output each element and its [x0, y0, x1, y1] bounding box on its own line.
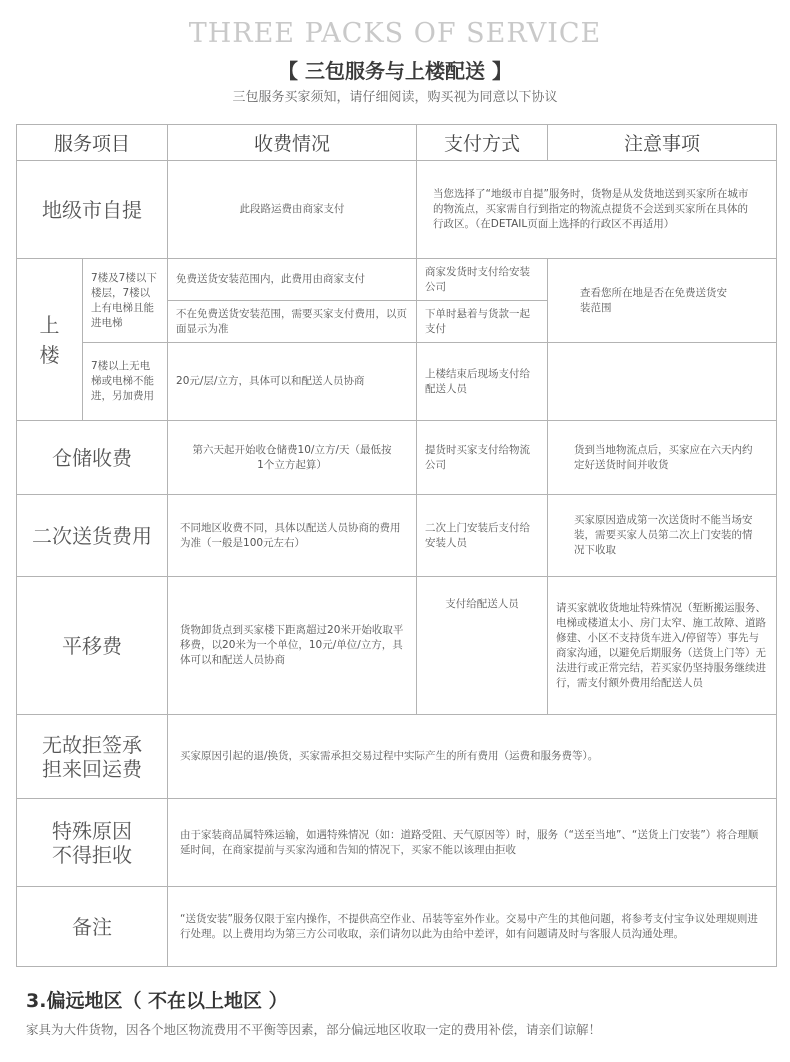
- service-name-special-line2: 不得拒收: [52, 842, 132, 867]
- service-name-transfer: 平移费: [17, 577, 168, 715]
- text-special: 由于家装商品属特殊运输，如遇特殊情况（如：道路受阻、天气原因等）时，服务（“送至当地”、“送货上门安装”）将合理顺延时间，在商家提前与买家沟通和告知的情况下，买家不能以该理由拒收: [168, 799, 777, 887]
- section-remote-description: 家具为大件货物，因各个地区物流费用不平衡等因素，部分偏远地区收取一定的费用补偿，请亲们谅解！: [26, 1022, 602, 1037]
- note-storage: 货到当地物流点后，买家应在六天内约定好送货时间并收货: [548, 421, 777, 495]
- text-reject: 买家原因引起的退/换货，买家需承担交易过程中实际产生的所有费用（运费和服务费等）。: [168, 715, 777, 799]
- column-header-fee: 收费情况: [168, 125, 417, 161]
- table-row-remarks: [17, 887, 777, 967]
- note-transfer: 请买家就收货地址特殊情况（堑断搬运服务、电梯或楼道太小、房门太窄、施工故障、道路修建、小区不支持货车进入/停留等）事先与商家沟通，以避免后期服务（送货上门等）无法进行或正常完结，若买家仍坚持服务继续进行，需支付额外费用给配送人员: [548, 577, 777, 715]
- note-upstairs: 查看您所在地是否在免费送货安装范围: [548, 259, 777, 343]
- condition-upstairs-low: 7楼及7楼以下楼层，7楼以上有电梯且能进电梯: [83, 259, 168, 343]
- service-name-storage: 仓储收费: [17, 421, 168, 495]
- service-name-special-line1: 特殊原因: [52, 818, 132, 843]
- payment-upstairs-free: 商家发货时支付给安装公司: [417, 259, 548, 301]
- service-name-reject-line2: 担来回运费: [42, 756, 142, 781]
- payment-upstairs-high: 上楼结束后现场支付给配送人员: [417, 343, 548, 421]
- table-row-upstairs-free: [17, 259, 777, 301]
- service-name-redelivery: 二次送货费用: [17, 495, 168, 577]
- fee-transfer: 货物卸货点到买家楼下距离超过20米开始收取平移费，以20米为一个单位，10元/单位/立方，具体可以和配送人员协商: [168, 577, 417, 715]
- fee-upstairs-high: 20元/层/立方，具体可以和配送人员协商: [168, 343, 417, 421]
- table-row-storage: [17, 421, 777, 495]
- payment-storage: 提货时买家支付给物流公司: [417, 421, 548, 495]
- fee-storage: 第六天起开始收仓储费10/立方/天（最低按1个立方起算）: [168, 421, 417, 495]
- note-redelivery: 买家原因造成第一次送货时不能当场安装，需要买家人员第二次上门安装的情况下收取: [548, 495, 777, 577]
- fee-redelivery: 不同地区收费不同，具体以配送人员协商的费用为准（一般是100元左右）: [168, 495, 417, 577]
- fee-upstairs-outside: 不在免费送货安装范围，需要买家支付费用，以页面显示为准: [168, 301, 417, 343]
- page-title-english: THREE PACKS OF SERVICE: [188, 18, 602, 49]
- column-header-service: 服务项目: [17, 125, 168, 161]
- payment-upstairs-outside: 下单时悬着与货款一起支付: [417, 301, 548, 343]
- table-row-upstairs-high: [17, 343, 777, 421]
- condition-upstairs-high: 7楼以上无电梯或电梯不能进，另加费用: [83, 343, 168, 421]
- column-header-payment: 支付方式: [417, 125, 548, 161]
- note-upstairs-high-empty: [548, 343, 777, 421]
- service-name-upstairs-line1: 上: [39, 312, 60, 337]
- table-row-special: [17, 799, 777, 887]
- service-name-special: [17, 799, 168, 887]
- service-name-reject: [17, 715, 168, 799]
- service-name-remarks: 备注: [17, 887, 168, 967]
- payment-transfer: 支付给配送人员: [417, 577, 548, 715]
- table-header-row: [17, 125, 777, 161]
- payment-redelivery: 二次上门安装后支付给安装人员: [417, 495, 548, 577]
- service-name-reject-line1: 无故拒签承: [42, 732, 142, 757]
- service-name-upstairs: [17, 259, 83, 421]
- page-subtitle: 三包服务买家须知，请仔细阅读，购买视为同意以下协议: [232, 90, 558, 105]
- fee-upstairs-free: 免费送货安装范围内，此费用由商家支付: [168, 259, 417, 301]
- note-pickup: 当您选择了“地级市自提”服务时，货物是从发货地送到买家所在城市的物流点，买家需自行到指定的物流点提货不会送到买家所在具体的行政区。（在DETAIL页面上选择的行政区不再适用）: [417, 161, 777, 259]
- table-row-redelivery: [17, 495, 777, 577]
- service-name-upstairs-line2: 楼: [39, 342, 60, 367]
- text-remarks: “送货安装”服务仅限于室内操作，不提供高空作业、吊装等室外作业。交易中产生的其他问题，将参考支付宝争议处理规则进行处理。以上费用均为第三方公司收取，亲们请勿以此为由给中差评，如有问题请及时与客服人员沟通处理。: [168, 887, 777, 967]
- table-row-transfer: [17, 577, 777, 715]
- column-header-notes: 注意事项: [548, 125, 777, 161]
- page-title: 【 三包服务与上楼配送 】: [278, 59, 512, 83]
- service-name-pickup: 地级市自提: [17, 161, 168, 259]
- section-remote-title: 3.偏远地区（ 不在以上地区 ）: [26, 990, 288, 1012]
- fee-pickup: 此段路运费由商家支付: [168, 161, 417, 259]
- service-table: [16, 124, 777, 967]
- table-row-pickup: [17, 161, 777, 259]
- table-row-reject: [17, 715, 777, 799]
